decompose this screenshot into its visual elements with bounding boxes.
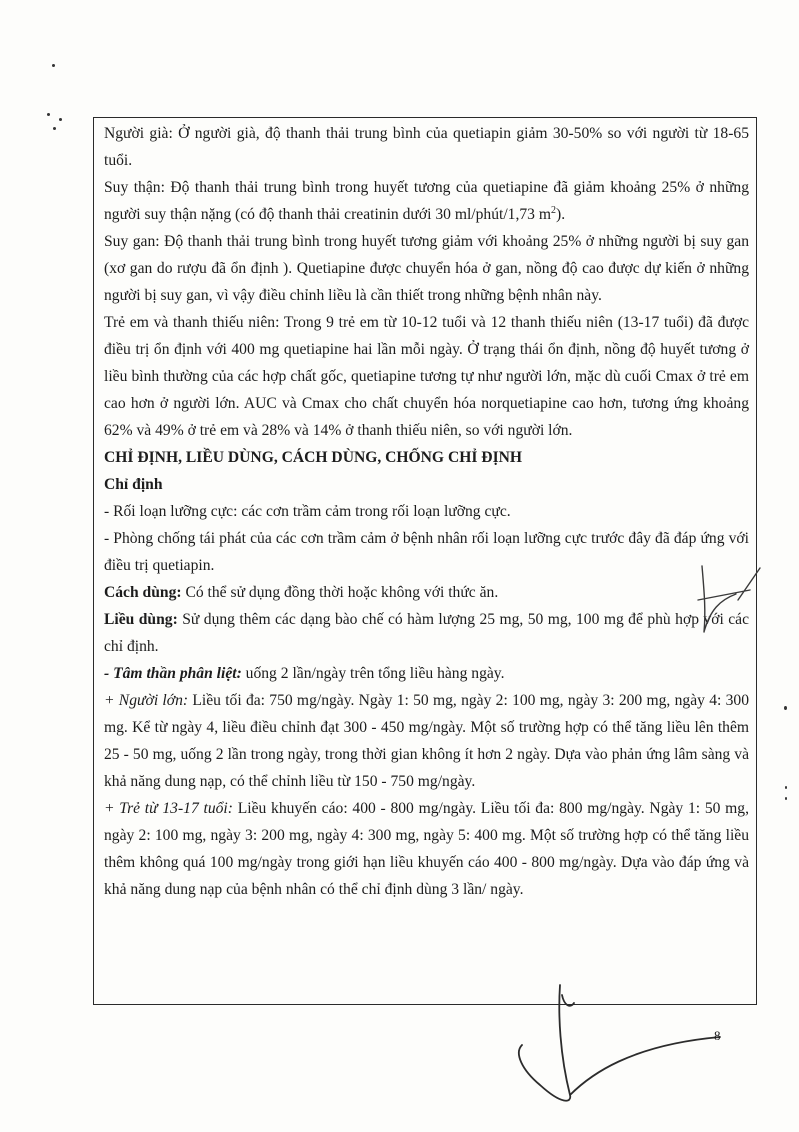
section-heading: CHỈ ĐỊNH, LIỀU DÙNG, CÁCH DÙNG, CHỐNG CHỈ ĐỊNH (104, 449, 523, 466)
usage-label: Cách dùng: (104, 584, 182, 601)
indication-item-relapse: - Phòng chống tái phát của các cơn trầm cảm ở bệnh nhân rối loạn lưỡng cực trước đây đã đáp ứng với điều trị quetiapin. (104, 530, 749, 574)
indication-title: Chỉ định (104, 476, 163, 493)
renal-text: Suy thận: Độ thanh thải trung bình trong huyết tương của quetiapine đã giảm khoảng 25% ở những người suy thận nặng (có độ thanh thải creatinin dưới 30 ml/phút/1,73 m (104, 179, 749, 223)
paragraph-renal (104, 174, 749, 228)
usage-text: Có thể sử dụng đồng thời hoặc không với thức ăn. (181, 584, 499, 601)
renal-superscript: 2 (551, 204, 556, 216)
dosage-label: Liều dùng: (104, 611, 178, 628)
adult-text: Liều tối đa: 750 mg/ngày. Ngày 1: 50 mg, ngày 2: 100 mg, ngày 3: 200 mg, ngày 4: 300 mg. Kể từ ngày 4, liều điều chỉnh đạt 300 - 450 mg/ngày. Một số trường hợp có thể tăng liều lên thêm 25 - 50 mg, uống 2 lần trong ngày, trong thời gian không ít hơn 2 ngày. Dựa vào phản ứng lâm sàng và khả năng dung nạp, có thể chỉnh liều từ 150 - 750 mg/ngày. (104, 692, 749, 790)
schizophrenia-paragraph (104, 660, 749, 687)
adult-dosage-paragraph (104, 687, 749, 795)
scan-speck (53, 127, 56, 130)
paragraph-elderly: Người già: Ở người già, độ thanh thải trung bình của quetiapin giảm 30-50% so với người từ 18-65 tuổi. (104, 125, 749, 169)
paragraph-hepatic: Suy gan: Độ thanh thải trung bình trong huyết tương giảm với khoảng 25% ở những người bị suy gan (xơ gan do rượu đã ổn định ). Quetiapine được chuyển hóa ở gan, nồng độ cao được dự kiến ở những người bị suy gan, vì vậy điều chỉnh liều là cần thiết trong những bệnh nhân này. (104, 233, 749, 304)
dosage-paragraph (104, 606, 749, 660)
paragraph-pediatric: Trẻ em và thanh thiếu niên: Trong 9 trẻ em từ 10-12 tuổi và 12 thanh thiếu niên (13-17 tuổi) đã được điều trị ổn định với 400 mg quetiapine hai lần mỗi ngày. Ở trạng thái ổn định, nồng độ huyết tương ở liều bình thường của các hợp chất gốc, quetiapine tương tự như người lớn, mặc dù cuối Cmax ở trẻ em cao hơn ở người lớn. AUC và Cmax cho chất chuyển hóa norquetiapine cao hơn, tương ứng khoảng 62% và 49% ở trẻ em và 28% và 14% ở thanh thiếu niên, so với người lớn. (104, 314, 749, 439)
scan-speck (785, 786, 787, 789)
schizophrenia-text: uống 2 lần/ngày trên tổng liều hàng ngày. (241, 665, 505, 682)
scan-speck (59, 118, 62, 121)
scan-speck (47, 113, 50, 116)
teen-dosage-paragraph (104, 795, 749, 903)
dosage-text: Sử dụng thêm các dạng bào chế có hàm lượng 25 mg, 50 mg, 100 mg để phù hợp với các chỉ định. (104, 611, 750, 655)
correction-mark (690, 560, 770, 640)
adult-label: + Người lớn: (104, 692, 189, 709)
renal-text-end: ). (556, 206, 566, 223)
scan-speck (784, 706, 787, 710)
teen-text: Liều khuyến cáo: 400 - 800 mg/ngày. Liều tối đa: 800 mg/ngày. Ngày 1: 50 mg, ngày 2: 100 mg, ngày 3: 200 mg, ngày 4: 300 mg, ngày 5: 400 mg. Một số trường hợp có thể tăng liều thêm không quá 100 mg/ngày trong giới hạn liều khuyến cáo 400 - 800 mg/ngày. Dựa vào đáp ứng và khả năng dung nạp của bệnh nhân có thể chỉ định dùng 3 lần/ ngày. (104, 800, 749, 898)
teen-label: + Trẻ từ 13-17 tuổi: (104, 800, 233, 817)
scan-speck (52, 64, 55, 67)
document-body (104, 120, 749, 903)
page-number: 8 (714, 1028, 721, 1043)
scan-speck (785, 797, 787, 800)
usage-paragraph (104, 579, 749, 606)
signature (500, 975, 730, 1125)
indication-item-bipolar: - Rối loạn lưỡng cực: các cơn trầm cảm trong rối loạn lưỡng cực. (104, 503, 511, 520)
schizophrenia-label: - Tâm thần phân liệt: (104, 665, 242, 682)
